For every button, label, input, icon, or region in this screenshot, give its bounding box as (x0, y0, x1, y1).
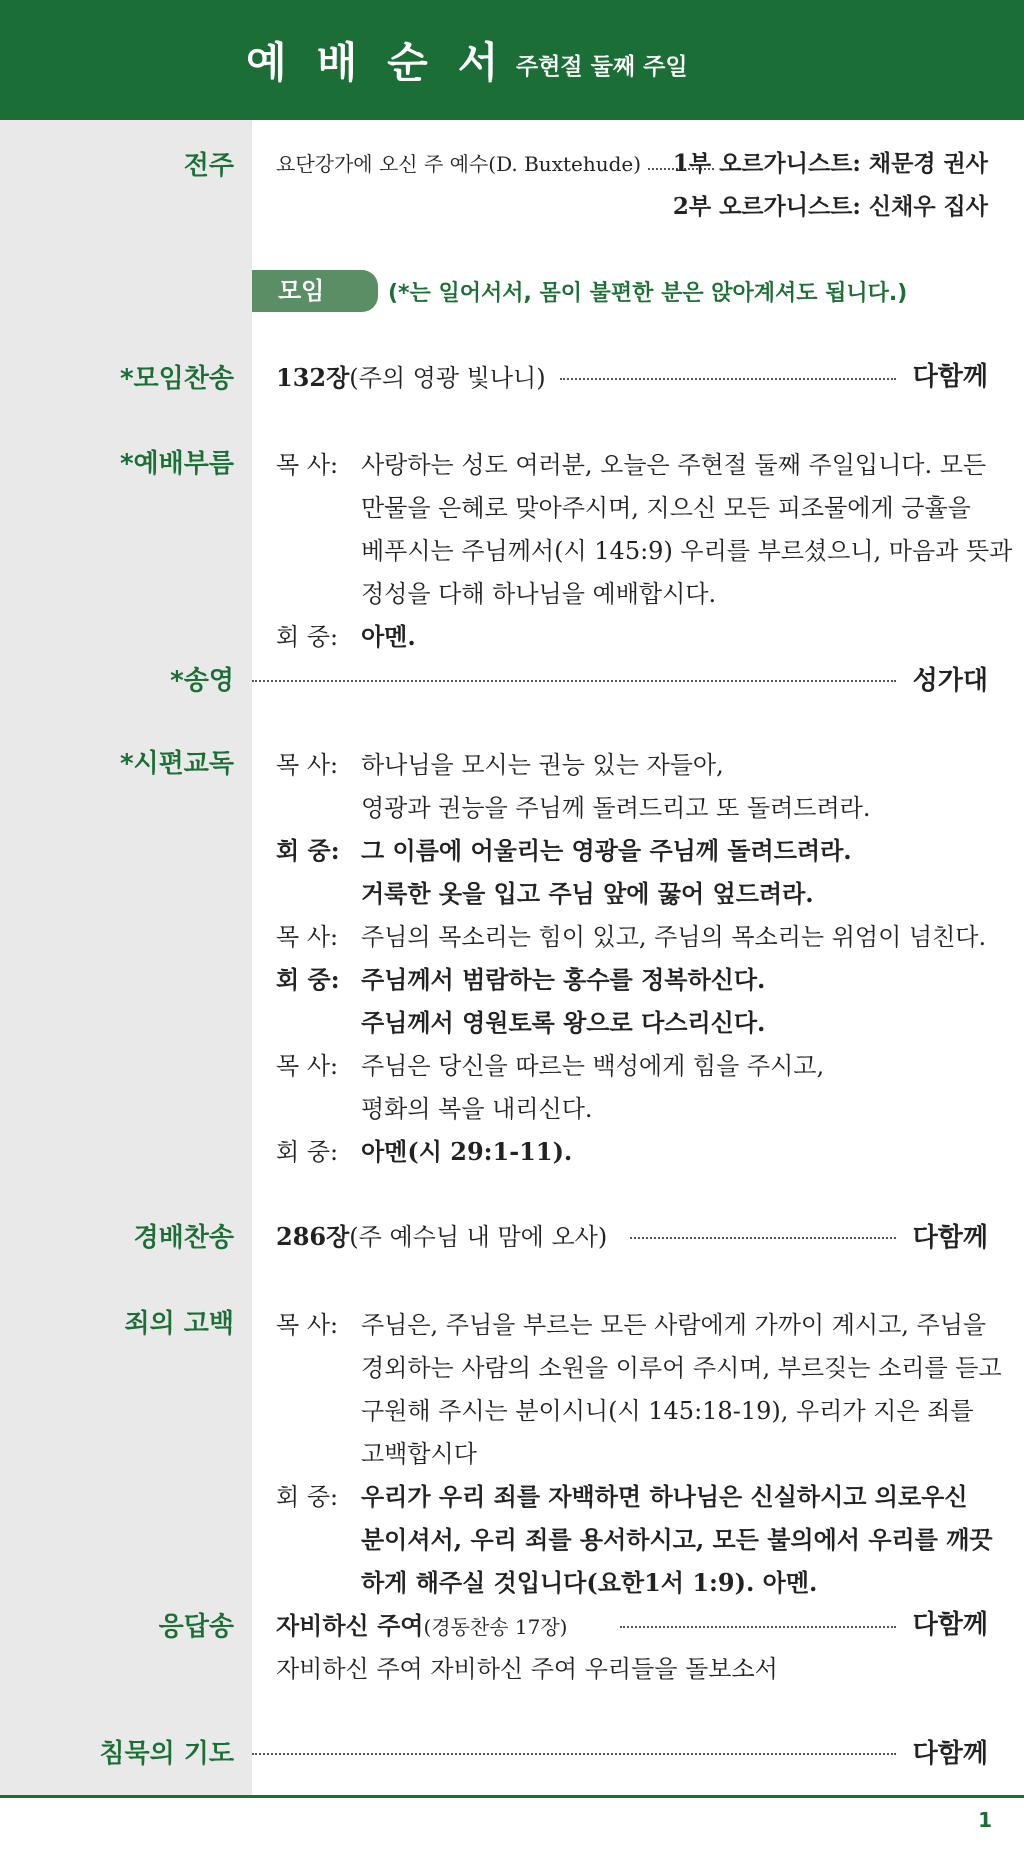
call-line: 베푸시는 주님께서(시 145:9) 우리를 부르셨으니, 마음과 뜻과 (361, 537, 1013, 565)
page-title: 예배순서 (246, 38, 529, 87)
speaker-pastor: 목 사: (276, 451, 339, 479)
call-line: 만물을 은혜로 맞아주시며, 지으신 모든 피조물에게 긍휼을 (361, 494, 971, 522)
psalm-line: 주님께서 영원토록 왕으로 다스리신다. (361, 1008, 766, 1037)
speaker-congregation: 회 중: (276, 1483, 339, 1511)
call-response: 아멘. (361, 622, 416, 651)
page-subtitle: 주현절 둘째 주일 (516, 54, 688, 80)
response-source: (경동찬송 17장) (423, 1615, 568, 1639)
page-number: 1 (978, 1808, 992, 1832)
confession-line: 우리가 우리 죄를 자백하면 하나님은 신실하시고 의로우신 (361, 1482, 968, 1511)
organist-1: 1부 오르가니스트: 채문경 권사 (672, 150, 988, 177)
adoration-hymn-title: (주 예수님 내 맘에 오사) (349, 1223, 608, 1251)
confession-line: 고백합시다 (361, 1440, 477, 1468)
call-line: 정성을 다해 하나님을 예배합시다. (361, 580, 717, 608)
psalm-line: 하나님을 모시는 권능 있는 자들아, (361, 751, 724, 779)
confession-label: 죄의 고백 (124, 1309, 234, 1339)
response-lyric: 자비하신 주여 자비하신 주여 우리들을 돌보소서 (276, 1655, 778, 1683)
adoration-hymn-performer: 다함께 (912, 1223, 988, 1253)
leader-dots (252, 1753, 896, 1755)
speaker-congregation: 회 중: (276, 836, 340, 865)
confession-line: 주님은, 주님을 부르는 모든 사람에게 가까이 계시고, 주님을 (361, 1311, 987, 1339)
response-performer: 다함께 (912, 1610, 988, 1640)
confession-line: 구원해 주시는 분이시니(시 145:18-19), 우리가 지은 죄를 (361, 1397, 974, 1425)
speaker-congregation: 회 중: (276, 965, 340, 994)
opening-hymn-performer: 다함께 (912, 362, 988, 392)
doxology-performer: 성가대 (912, 666, 988, 696)
opening-hymn-number: 132장 (276, 363, 350, 392)
psalm-line: 주님의 목소리는 힘이 있고, 주님의 목소리는 위엄이 넘친다. (361, 923, 987, 951)
doxology-label: *송영 (170, 666, 234, 696)
psalm-line: 평화의 복을 내리신다. (361, 1095, 593, 1123)
psalm-line: 주님께서 범람하는 홍수를 정복하신다. (361, 965, 766, 994)
response-title: 자비하신 주여 (276, 1611, 424, 1640)
leader-dots (630, 1237, 896, 1239)
leader-dots (620, 1626, 896, 1628)
silent-prayer-performer: 다함께 (912, 1739, 988, 1769)
confession-line: 경외하는 사람의 소원을 이루어 주시며, 부르짖는 소리를 듣고 (361, 1354, 1002, 1382)
leader-dots (252, 680, 896, 682)
prelude-label: 전주 (183, 151, 234, 181)
standing-note: (*는 일어서서, 몸이 불편한 분은 앉아계셔도 됩니다.) (388, 281, 908, 306)
psalm-line: 주님은 당신을 따르는 백성에게 힘을 주시고, (361, 1052, 825, 1080)
adoration-hymn-label: 경배찬송 (133, 1223, 234, 1253)
prelude-piece: 요단강가에 오신 주 예수(D. Buxtehude) (276, 152, 642, 176)
speaker-congregation: 회 중: (276, 1138, 339, 1166)
call-line: 사랑하는 성도 여러분, 오늘은 주현절 둘째 주일입니다. 모든 (361, 451, 987, 479)
psalm-line: 아멘(시 29:1-11). (361, 1137, 573, 1166)
psalm-line: 영광과 권능을 주님께 돌려드리고 또 돌려드려라. (361, 794, 871, 822)
response-label: 응답송 (158, 1612, 234, 1642)
footer-rule (0, 1795, 1024, 1798)
silent-prayer-label: 침묵의 기도 (99, 1739, 234, 1769)
psalm-reading-label: *시편교독 (119, 749, 234, 779)
speaker-pastor: 목 사: (276, 1311, 339, 1339)
header-bar (0, 0, 1024, 120)
confession-line: 하게 해주실 것입니다(요한1서 1:9). 아멘. (361, 1568, 818, 1597)
speaker-pastor: 목 사: (276, 923, 339, 951)
psalm-line: 거룩한 옷을 입고 주님 앞에 꿇어 엎드려라. (361, 879, 814, 908)
speaker-congregation: 회 중: (276, 623, 339, 651)
speaker-pastor: 목 사: (276, 1052, 339, 1080)
call-to-worship-label: *예배부름 (119, 449, 234, 479)
leader-dots (560, 378, 896, 380)
speaker-pastor: 목 사: (276, 751, 339, 779)
psalm-line: 그 이름에 어울리는 영광을 주님께 돌려드려라. (361, 836, 852, 865)
opening-hymn-label: *모임찬송 (119, 364, 234, 394)
opening-hymn-title: (주의 영광 빛나니) (349, 364, 546, 392)
confession-line: 분이셔서, 우리 죄를 용서하시고, 모든 불의에서 우리를 깨끗 (361, 1525, 993, 1554)
adoration-hymn-number: 286장 (276, 1222, 350, 1251)
gathering-badge: 모임 (252, 270, 378, 312)
organist-2: 2부 오르가니스트: 신채우 집사 (672, 193, 988, 220)
